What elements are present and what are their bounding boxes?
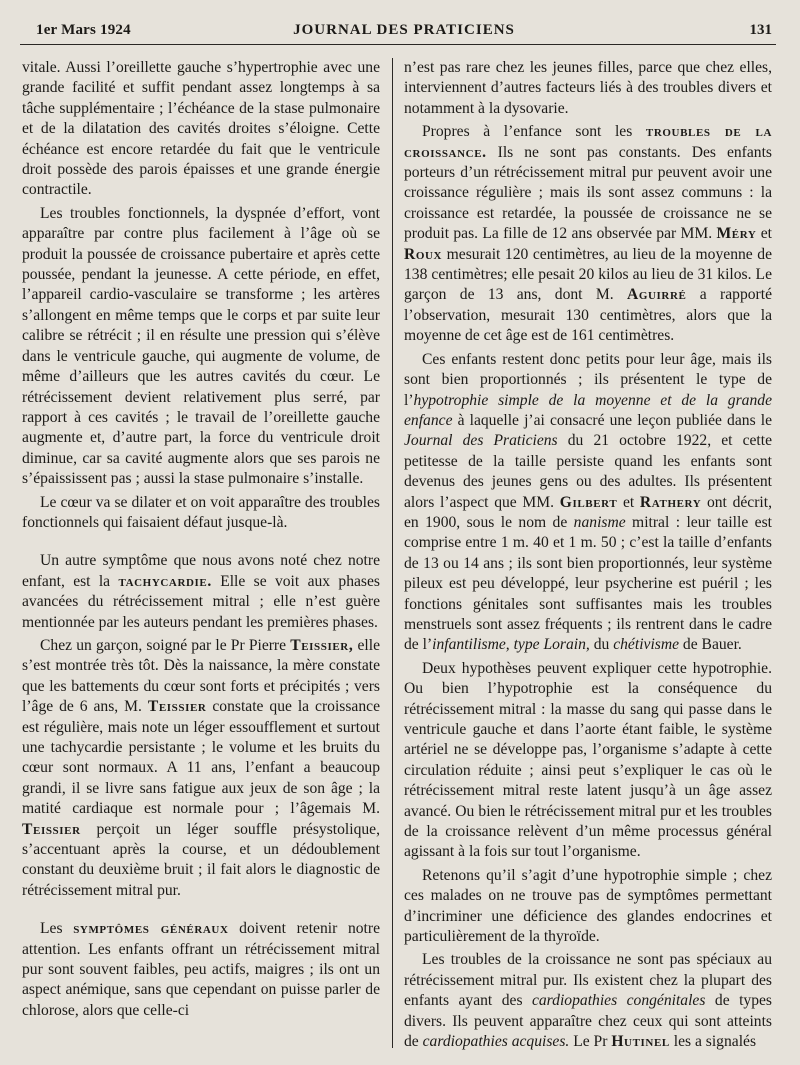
author-name: Teissier [22,820,81,838]
page-header [36,18,772,44]
paragraph-symptomes: Les symptômes généraux doivent retenir notre attention. Les enfants offrant un rétrécissement mitral pur sont souvent faibles, peu actifs, maigres ; ils ont un aspect anémique, sans que cependant on puisse parler de chlorose, alors que celle-ci [22,920,380,1019]
paragraph-teissier: Chez un garçon, soigné par le Pr Pierre Teissier, elle s’est montrée très tôt. Dès la naissance, la mère constate que les battements du cœur sont forts et précipités ; vers l’âge de 6 ans, M. Teissier constate que la croissance est régulière, mais note un léger essoufflement et surtout une tachycardie persistante ; le volume et les bruits du cœur sont normaux. A 11 ans, l’enfant a beaucoup grandi, il se livre sans fatigue aux jeux de son âge ; la matité cardiaque est normale pour ; l’âgemais M. Teissier perçoit un léger souffle présystolique, s’accentuant après la course, et un dédoublement constant du deuxième bruit ; il fait alors le diagnostic de rétrécissement mitral pur. [22,636,381,899]
term-tachycardie: tachycardie. [118,572,212,590]
author-name: Gilbert [559,493,618,511]
paragraph: Retenons qu’il s’agit d’une hypotrophie simple ; chez ces malades on ne trouve pas de symptômes permettant d’incriminer une déficience des glandes endocrines et particulièrement de la thyroïde. [404,866,772,946]
paragraph: vitale. Aussi l’oreillette gauche s’hypertrophie avec une grande facilité et suffit pendant assez longtemps à sa tâche supplémentaire ; l’échéance de la stase pulmonaire et de la dilatation des cavités droites s’éloigne. Cette échéance est encore retardée du fait que le ventricule droit possède des parois épaisses et une grande énergie contractile. [22,59,380,199]
author-name: Hutinel [611,1033,670,1051]
paragraph: Deux hypothèses peuvent expliquer cette hypotrophie. Ou bien l’hypotrophie est la conséquence du rétrécissement mitral : la masse du sang qui passe dans le ventricule gauche et dans l’aorte étant faible, le système artériel ne se développe pas, l’organisme s’adapte à cette circulation réduite ; ainsi peut s’expliquer le cas où le rétrécissement mitral reste latent jusqu’à un âge assez avancé. Ou bien le rétrécissement mitral pur et les troubles de la croissance relèvent d’un même processus général agissant à la fois sur tout l’organisme. [404,659,772,861]
author-name: Rathery [639,493,702,511]
paragraph: Les troubles fonctionnels, la dyspnée d’effort, vont apparaître par contre plus facilement à l’âge où se produit la poussée de croissance pubertaire et après cette poussée, pendant la jeunesse. A cette période, en effet, l’appareil cardio-vasculaire se transforme ; les artères s’allongent en même temps que le corps et par suite leur calibre se rétrécit ; il en résulte une pression qui s’élève dans le ventricule gauche, qui augmente de volume, de même d’ailleurs que les autres cavités du cœur. Le rétrécissement devient relativement plus serré, par rapport à ces cavités ; le travail de l’oreillette gauche augmente et, d’autre part, la force du ventricule droit diminue, car sa cavité augmente alors que ses parois ne s’épaississent pas ; aussi la stase pulmonaire s’installe. [22,204,380,488]
italic-term: cardiopathies congénitales [531,992,706,1010]
italic-term: chétivisme [613,636,680,654]
author-name: Teissier, [290,636,354,654]
author-name: Teissier [147,698,207,716]
paragraph-tachycardie: Un autre symptôme que nous avons noté chez notre enfant, est la tachycardie. Elle se voit aux phases avancées du rétrécissement mitral ; elle n’est guère mentionnée par les auteurs pendant les premières phases. [22,552,380,631]
author-name: Roux [404,245,443,263]
paragraph-cardiopathies: Les troubles de la croissance ne sont pas spéciaux au rétrécissement mitral pur. Ils existent chez la plupart des enfants ayant des cardiopathies congénitales de types divers. Ils peuvent apparaître chez ceux qui sont atteints de cardiopathies acquises. Le Pr Hutinel les a signalés [404,951,772,1051]
page-number: 131 [749,22,772,38]
italic-term: hypotrophie simple de la moyenne et de la grande enfance [404,391,772,429]
journal-reference: Journal des Praticiens [404,432,558,450]
term-symptomes: symptômes généraux [73,920,229,938]
paragraph: Le cœur va se dilater et on voit apparaître des troubles fonctionnels qui faisaient défaut jusque-là. [22,493,380,531]
italic-term: cardiopathies acquises. [422,1033,570,1051]
header-date: 1er Mars 1924 [36,22,131,38]
right-column [404,58,772,1056]
left-column [22,58,380,1024]
journal-title: JOURNAL DES PRATICIENS [293,22,515,38]
term-croissance: troubles de la croissance. [404,123,773,161]
paragraph-croissance: Propres à l’enfance sont les troubles de la croissance. Ils ne sont pas constants. Des enfants porteurs d’un rétrécissement mitral pur peuvent avoir une croissance régulière ; mais ils sont assez communs : la croissance est retardée, la poussée de croissance ne se produit pas. La fille de 12 ans observée par MM. Méry et Roux mesurait 120 centimètres, au lieu de la moyenne de 138 centimètres; elle pesait 20 kilos au lieu de 31 kilos. Le garçon de 13 ans, dont M. Aguirré a rapporté l’observation, mesurait 130 centimètres, alors que la moyenne de cet âge est de 161 centimètres. [404,123,773,345]
author-name: Aguirré [626,286,687,304]
paragraph: n’est pas rare chez les jeunes filles, parce que chez elles, interviennent d’autres facteurs liés à des troubles divers et notamment à la dysovarie. [404,59,772,117]
paragraph-hypotrophie: Ces enfants restent donc petits pour leur âge, mais ils sont bien proportionnés ; ils présentent le type de l’hypotrophie simple de la moyenne et de la grande enfance à laquelle j’ai consacré une leçon publiée dans le Journal des Praticiens du 21 octobre 1922, et cette petitesse de la taille persiste quand les enfants sont devenus des jeunes gens ou des adultes. Ils présentent alors l’aspect que MM. Gilbert et Rathery ont décrit, en 1900, sous le nom de nanisme mitral : leur taille est comprise entre 1 m. 40 et 1 m. 50 ; c’est la taille d’enfants de 13 ou 14 ans ; ils sont bien proportionnés, leur système pileux est peu développé, leur psycherine est puéril ; les fonctions génitales sont suffisantes mais les troubles menstruels sont assez fréquents ; ils rentrent dans le cadre de l’infantilisme, type Lorain, du chétivisme de Bauer. [404,350,772,654]
author-name: Méry [716,225,757,243]
italic-term: nanisme [573,513,626,531]
header-rule [20,44,776,45]
column-divider [392,58,393,1048]
italic-term: infantilisme, type Lorain, [432,636,590,654]
